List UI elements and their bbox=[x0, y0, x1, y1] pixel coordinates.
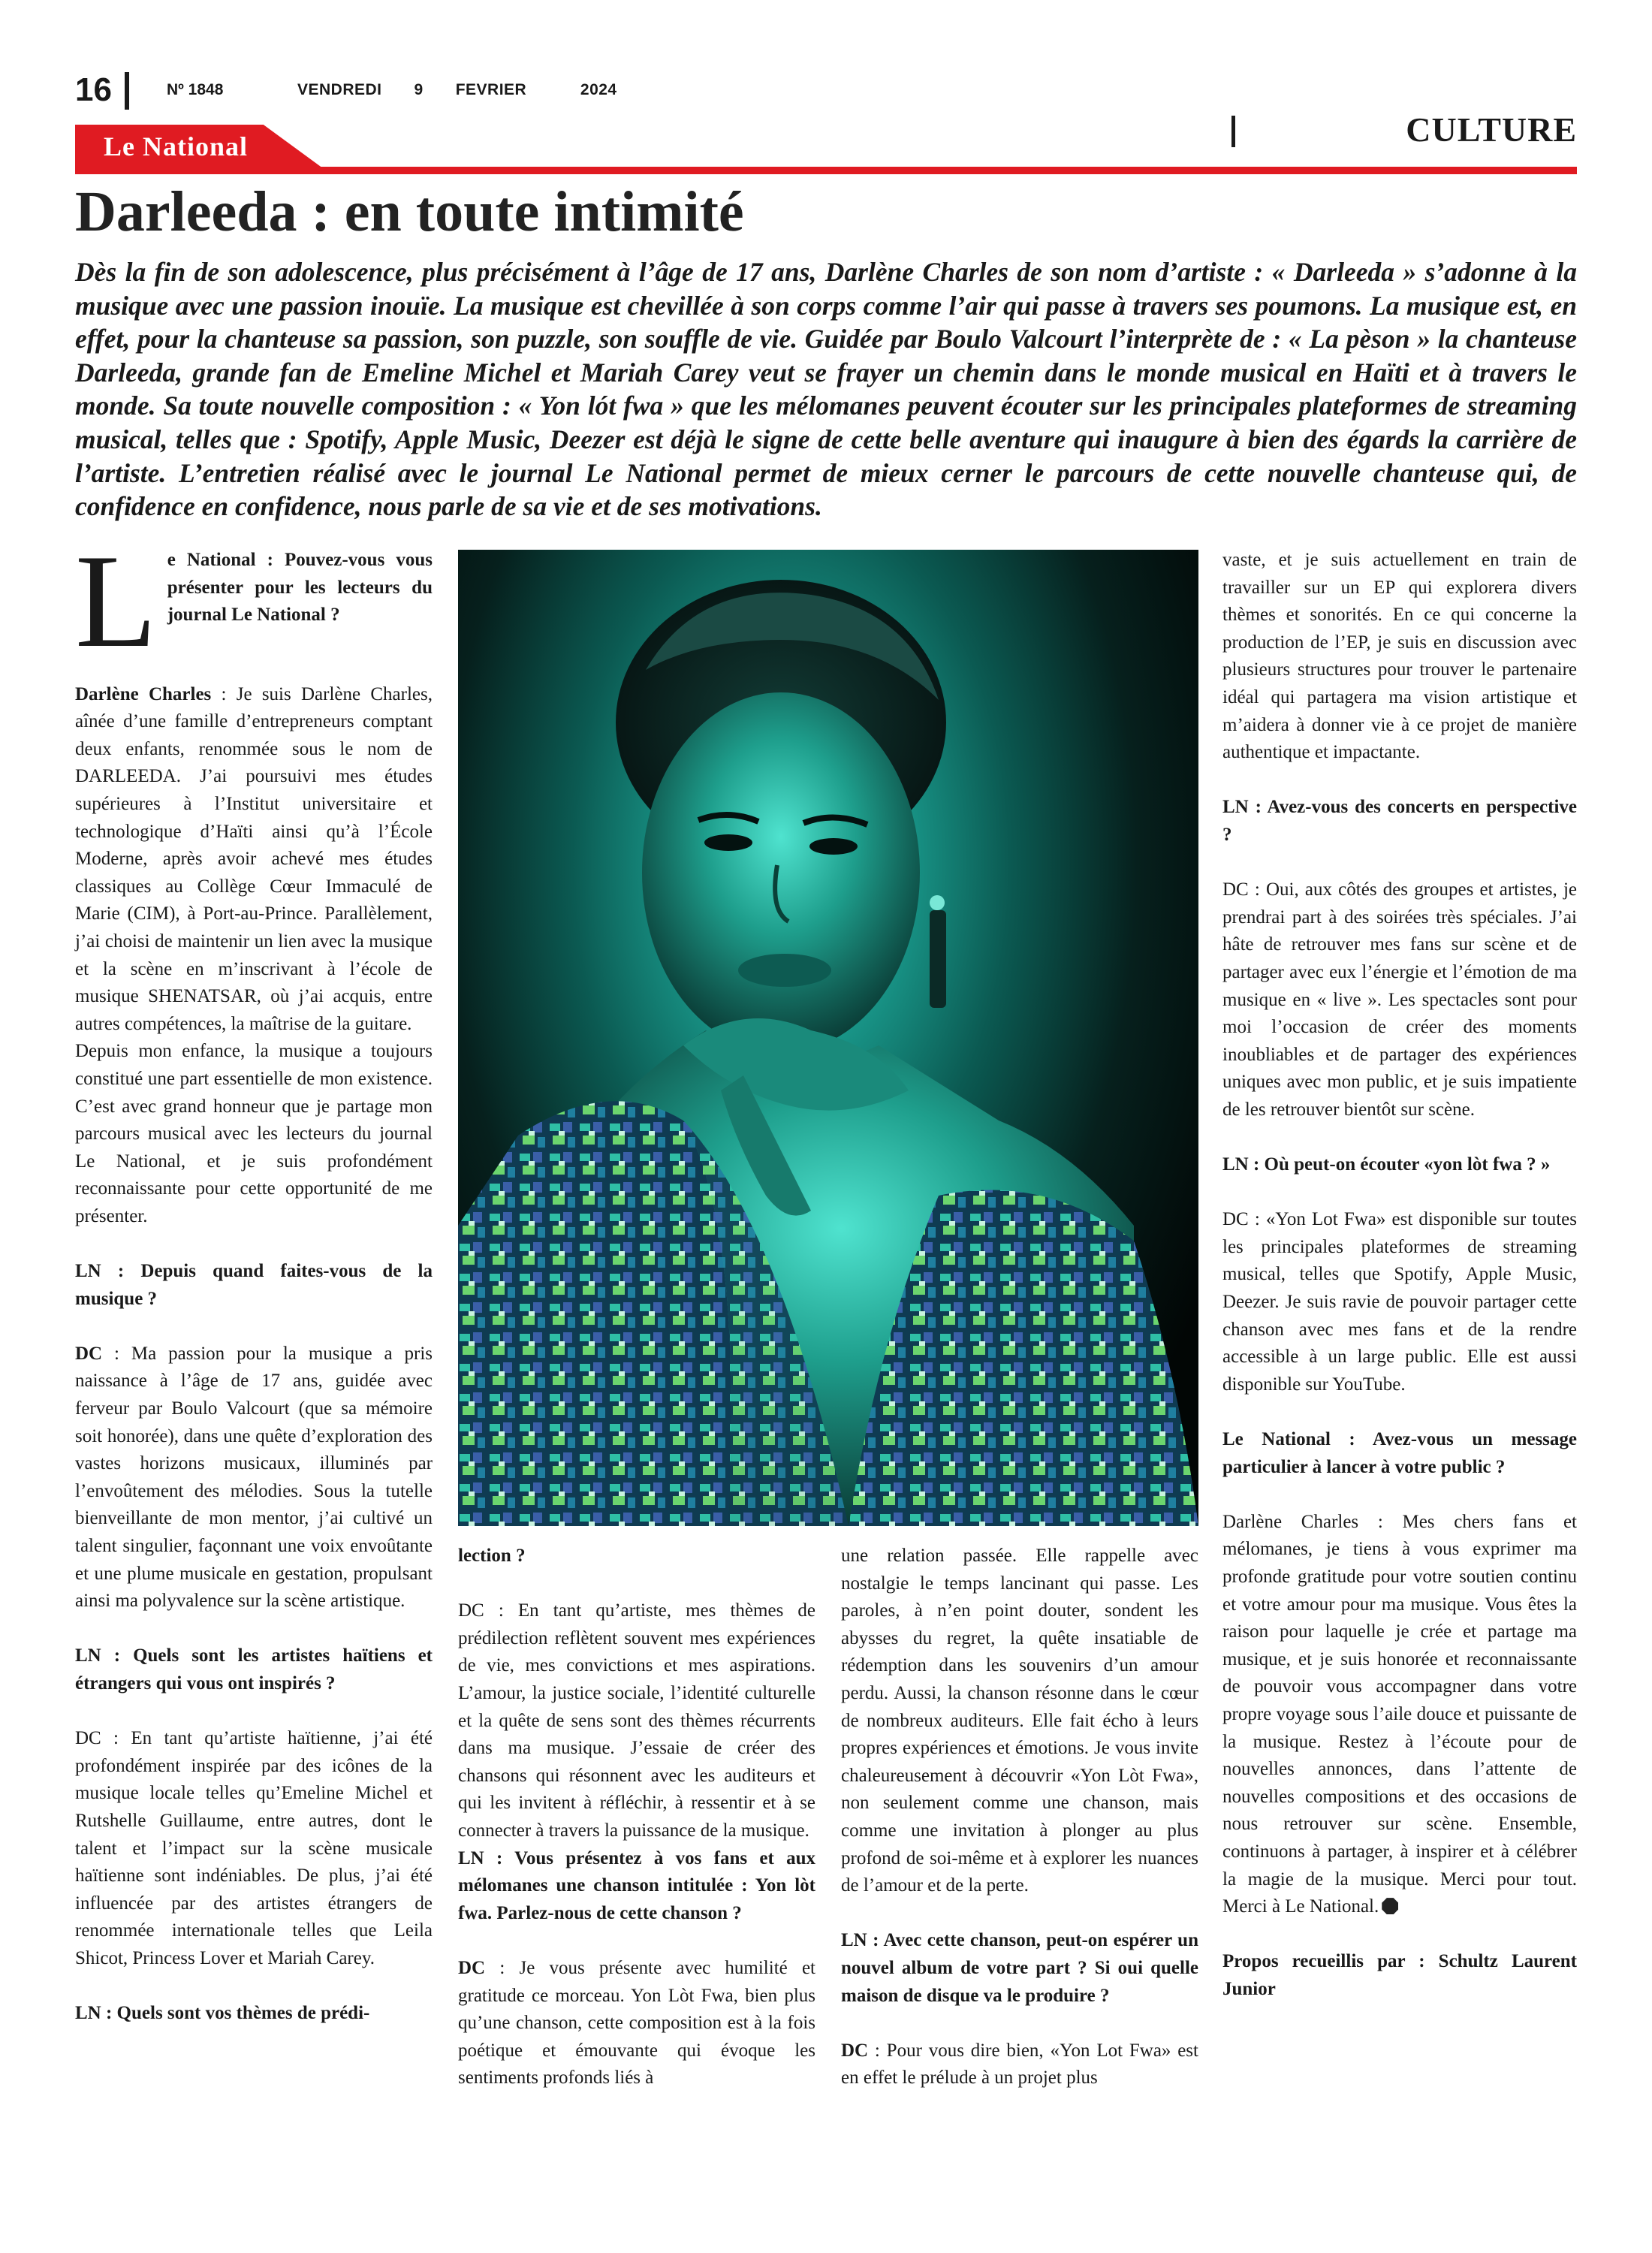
drop-cap: L bbox=[75, 526, 157, 675]
article-lede: Dès la fin de son adolescence, plus précisément à l’âge de 17 ans, Darlène Charles de son nom d’artiste : « Darleeda » s’adonne à la musique avec une passion inouïe. La musique est chevillée à son corps comme l’air qui passe à travers ses poumons. La musique est, en effet, pour la chanteuse sa passion, son puzzle, son souffle de vie. Guidée par Boulo Valcourt l’interprète de : « La pèson » la chanteuse Darleeda, grande fan de Emeline Michel et Mariah Carey veut se frayer un chemin dans le monde musical en Haïti et à travers le monde. Sa toute nouvelle composition : « Yon lót fwa » que les mélomanes peuvent écouter sur les principales plateformes de streaming musical, telles que : Spotify, Apple Music, Deezer est déjà le signe de cette belle aventure qui inaugure à bien des égards la carrière de l’artiste. L’entretien réalisé avec le journal Le National permet de mieux cerner le parcours de cette nouvelle chanteuse qui, de confidence en confidence, nous parle de sa vie et de ses motivations. bbox=[75, 257, 1577, 522]
interview-answer bbox=[1222, 1509, 1577, 1921]
interview-answer: DC : En tant qu’artiste, mes thèmes de prédilection reflètent souvent mes expériences de vie, mes convictions et mes aspirations. L’amour, la justice sociale, l’identité culturelle et la quête de sens sont des thèmes récurrents dans ma musique. J’essaie de créer des chansons qui résonnent avec les auditeurs et qui les invitent à réfléchir, à ressentir et à se connecter à travers la puissance de la musique. bbox=[458, 1600, 815, 1841]
section-label: CULTURE bbox=[1406, 110, 1577, 149]
interview-question-continued: lection ? bbox=[458, 1546, 526, 1566]
interview-question: LN : Avez-vous des concerts en perspective ? bbox=[1222, 797, 1577, 845]
page-number: 16 bbox=[75, 71, 112, 108]
issue-date: VENDREDI 9 FEVRIER 2024 bbox=[297, 81, 617, 98]
interview-question: LN : Depuis quand faites-vous de la musique ? bbox=[75, 1261, 433, 1309]
interview-question: Le National : Avez-vous un message particulier à lancer à votre public ? bbox=[1222, 1429, 1577, 1477]
article-byline: Propos recueillis par : Schultz Laurent Junior bbox=[1222, 1951, 1577, 1999]
article-column-4 bbox=[1222, 547, 1577, 2003]
interview-answer-continued: Depuis mon enfance, la musique a toujours constitué une part essentielle de mon existence. C’est avec grand honneur que je partage mon parcours musical avec les lecteurs du journal Le National, et je suis profondément reconnaissante pour cette opportunité de me présenter. bbox=[75, 1041, 433, 1226]
article-end-icon bbox=[1382, 1898, 1398, 1914]
interview-answer bbox=[841, 2037, 1198, 2092]
answer-text: : Je vous présente avec humilité et gratitude ce morceau. Yon Lòt Fwa, bien plus qu’une chanson, cette composition est à la fois poétique et émouvante qui évoque les sentiments profonds liés à bbox=[458, 1957, 815, 2089]
interview-question: LN : Avec cette chanson, peut-on espérer un nouvel album de votre part ? Si oui quelle maison de disque va le produire ? bbox=[841, 1930, 1198, 2006]
header-divider bbox=[125, 72, 129, 110]
article-column-2 bbox=[458, 1543, 815, 2092]
issue-number: Nº 1848 bbox=[167, 81, 224, 98]
interview-question: e National : Pouvez-vous vous présenter pour les lecteurs du journal Le National ? bbox=[167, 550, 433, 626]
header-rule bbox=[75, 167, 1577, 174]
article-column-3 bbox=[841, 1543, 1198, 2092]
artist-portrait-illustration bbox=[458, 550, 1198, 1526]
interview-question: LN : Vous présentez à vos fans et aux mélomanes une chanson intitulée : Yon lòt fwa. Parlez-nous de cette chanson ? bbox=[458, 1847, 815, 1923]
interview-answer: DC : «Yon Lot Fwa» est disponible sur toutes les principales plateformes de streaming musical, telles que Spotify, Apple Music, Deezer. Je suis ravie de pouvoir partager cette chanson avec mes fans et de la rendre accessible à un large public. Elle est aussi disponible sur YouTube. bbox=[1222, 1209, 1577, 1395]
article-title: Darleeda : en toute intimité bbox=[75, 180, 744, 243]
interview-answer-continued: une relation passée. Elle rappelle avec nostalgie le temps lancinant qui passe. Les paroles, à n’en point douter, sondent les abysses du regret, la quête insatiable de rédemption dans les souvenirs d’un amour perdu. Aussi, la chanson résonne dans le cœur de nombreux auditeurs. Elle fait écho à leurs propres expériences et émotions. Je vous invite chaleureusement à découvrir «Yon Lòt Fwa», non seulement comme une chanson, mais comme une invitation à plonger au plus profond de soi-même et à explorer les nuances de l’amour et de la perte. bbox=[841, 1546, 1198, 1896]
interview-answer-continued: vaste, et je suis actuellement en train de travailler sur un EP qui explorera divers thèmes et sonorités. En ce qui concerne la production de l’EP, je suis en discussion avec plusieurs structures pour trouver le partenaire idéal qui partagera ma vision artistique et m’aidera à donner vie à ce projet de manière authentique et impactante. bbox=[1222, 550, 1577, 763]
answer-text: : Ma passion pour la musique a pris naissance à l’âge de 17 ans, guidée avec ferveur par Boulo Valcourt (que sa mémoire soit honorée), dans une quête d’exploration des vastes horizons musicaux, illuminés par l’envoûtement des mélodies. Sous la tutelle bienveillante de mon mentor, j’ai cultivé un talent singulier, façonnant une voix envoûtante et une plume musicale en gestation, propulsant ainsi ma polyvalence sur la scène artistique. bbox=[75, 1343, 433, 1612]
interview-question: LN : Quels sont vos thèmes de prédi- bbox=[75, 2003, 370, 2024]
interview-answer bbox=[458, 1955, 815, 2092]
answer-speaker: DC bbox=[75, 1343, 103, 1364]
answer-speaker: DC bbox=[458, 1957, 486, 1978]
interview-question: LN : Où peut-on écouter «yon lòt fwa ? » bbox=[1222, 1154, 1551, 1175]
interview-answer: DC : En tant qu’artiste haïtienne, j’ai été profondément inspirée par des icônes de la musique locale telles qu’Emeline Michel et Rutshelle Guillaume, entre autres, dont le talent et l’impact sur la scène musicale haïtienne sont indéniables. De plus, j’ai été influencée par des artistes étrangers de renommée internationale telles que Leila Shicot, Princess Lover et Mariah Carey. bbox=[75, 1728, 433, 1968]
interview-answer: DC : Oui, aux côtés des groupes et artistes, je prendrai part à des soirées très spéciales. J’ai hâte de retrouver mes fans sur scène et de partager avec eux l’énergie et l’émotion de ma musique en « live ». Les spectacles sont pour moi l’occasion de créer des moments inoubliables et de partager des expériences uniques avec mon public, et je suis impatiente de les retrouver bientôt sur scène. bbox=[1222, 879, 1577, 1120]
interview-answer bbox=[75, 681, 433, 1039]
artist-photo bbox=[458, 550, 1198, 1526]
section-divider bbox=[1231, 116, 1235, 147]
interview-question: LN : Quels sont les artistes haïtiens et étrangers qui vous ont inspirés ? bbox=[75, 1645, 433, 1694]
article-column-1 bbox=[75, 526, 433, 2028]
brand-logo: Le National bbox=[104, 131, 249, 161]
answer-text: : Pour vous dire bien, «Yon Lot Fwa» est en effet le prélude à un projet plus bbox=[841, 2040, 1198, 2089]
answer-text: : Je suis Darlène Charles, aînée d’une famille d’entrepreneurs comptant deux enfants, renommée sous le nom de DARLEEDA. J’ai poursuivi mes études supérieures à l’Institut universitaire et technologique d’Haïti ainsi qu’à l’École Moderne, après avoir achevé mes études classiques au Collège Cœur Immaculé de Marie (CIM), à Port-au-Prince. Parallèlement, j’ai choisi de maintenir un lien avec la musique et la scène en m’inscrivant à l’école de musique SHENATSAR, où j’ai acquis, entre autres compétences, la maîtrise de la guitare. bbox=[75, 683, 433, 1034]
answer-speaker: DC bbox=[841, 2040, 869, 2061]
answer-speaker: Darlène Charles bbox=[75, 683, 212, 704]
interview-answer bbox=[75, 1341, 433, 1615]
answer-text: Darlène Charles : Mes chers fans et mélomanes, je tiens à vous exprimer ma profonde gratitude pour votre soutien continu et votre amour pour ma musique. Vous êtes la raison pour laquelle je crée et partage ma musique, et je suis honorée et reconnaissante de pouvoir vous accompagner dans votre propre voyage sous l’aile douce et puissante de la musique. Restez à l’écoute pour de nouvelles annonces, dans l’attente de nouvelles compositions et des occasions de nous retrouver sur scène. Ensemble, continuons à partager, à inspirer et à célébrer la magie de la musique. Merci pour tout. Merci à Le National. bbox=[1222, 1511, 1577, 1917]
